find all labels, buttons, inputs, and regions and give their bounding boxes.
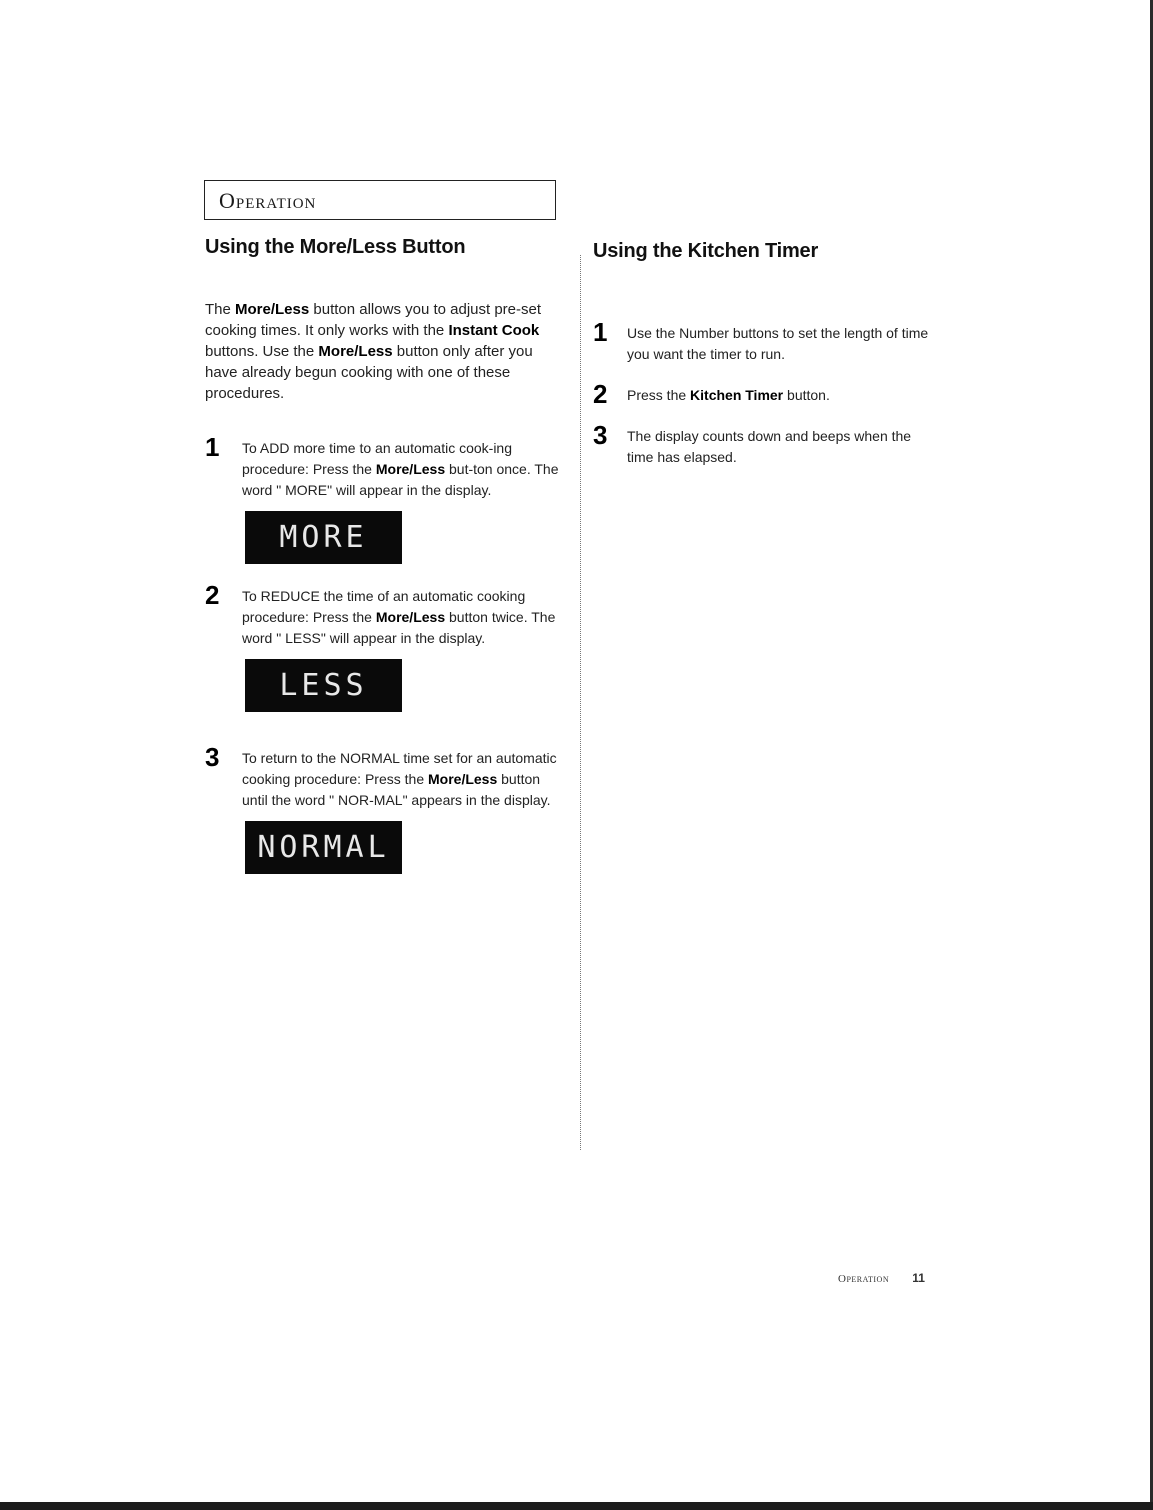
step-number: 1 (205, 432, 220, 462)
right-column (593, 240, 933, 468)
step-text (242, 586, 565, 649)
column-divider (580, 255, 581, 1150)
section-title: Operation (219, 188, 317, 213)
less-display: LESS (245, 659, 402, 712)
step-text-bold: More/Less (375, 609, 446, 625)
page-bottom-edge (0, 1502, 1153, 1510)
step-text-bold: More/Less (428, 771, 498, 787)
step-text-part: button. (783, 387, 830, 403)
step-text-bold: More/Less (375, 461, 446, 477)
kitchen-timer-heading: Using the Kitchen Timer (593, 240, 819, 262)
more-less-intro (205, 299, 557, 404)
intro-text-4: button only after you have already begun cooking with one of these procedures. (205, 343, 533, 402)
step-text-part: button twice. The word " LESS" will appear in the display. (242, 609, 556, 646)
kitchen-timer-step-2 (593, 379, 933, 409)
section-header-box (204, 180, 556, 220)
step-text-part: To ADD more time to an automatic cook-ing procedure: Press the (242, 440, 513, 477)
intro-text-1: The (205, 301, 236, 318)
more-less-heading: Using the More/Less Button (205, 236, 466, 258)
step-text (242, 748, 565, 811)
step-number: 3 (205, 742, 220, 772)
intro-text-2: button allows you to adjust pre-set cooking times. It only works with the (205, 301, 542, 339)
step-text (627, 385, 933, 406)
more-less-step-1 (205, 432, 565, 564)
step-number: 3 (593, 420, 608, 450)
left-column (205, 236, 565, 874)
step-text: The display counts down and beeps when the time has elapsed. (627, 428, 912, 465)
intro-bold-1: More/Less (235, 301, 310, 318)
page-number: 11 (912, 1271, 925, 1285)
step-text-part: To return to the NORMAL time set for an automatic cooking procedure: Press the (242, 750, 557, 787)
step-number: 1 (593, 317, 608, 347)
intro-text-3: buttons. Use the (205, 343, 319, 360)
step-text-part: but-ton once. The word " MORE" will appear in the display. (242, 461, 559, 498)
page-footer (838, 1271, 925, 1285)
step-text-part: button until the word " NOR-MAL" appears in the display. (242, 771, 551, 808)
step-text-part: To REDUCE the time of an automatic cooking procedure: Press the (242, 588, 526, 625)
more-display: MORE (245, 511, 402, 564)
normal-display: NORMAL (245, 821, 402, 874)
step-number: 2 (593, 379, 608, 409)
step-text: Use the Number buttons to set the length of time you want the timer to run. (627, 325, 929, 362)
intro-bold-3: More/Less (318, 343, 393, 360)
step-text-bold: Kitchen Timer (690, 387, 784, 403)
step-text-part: Press the (627, 387, 691, 403)
kitchen-timer-step-1 (593, 317, 933, 365)
step-text (242, 438, 565, 501)
step-number: 2 (205, 580, 220, 610)
kitchen-timer-step-3 (593, 420, 933, 468)
more-less-step-3 (205, 742, 565, 874)
intro-bold-2: Instant Cook (448, 322, 540, 339)
footer-section-label: Operation (838, 1273, 890, 1285)
more-less-step-2 (205, 580, 565, 712)
